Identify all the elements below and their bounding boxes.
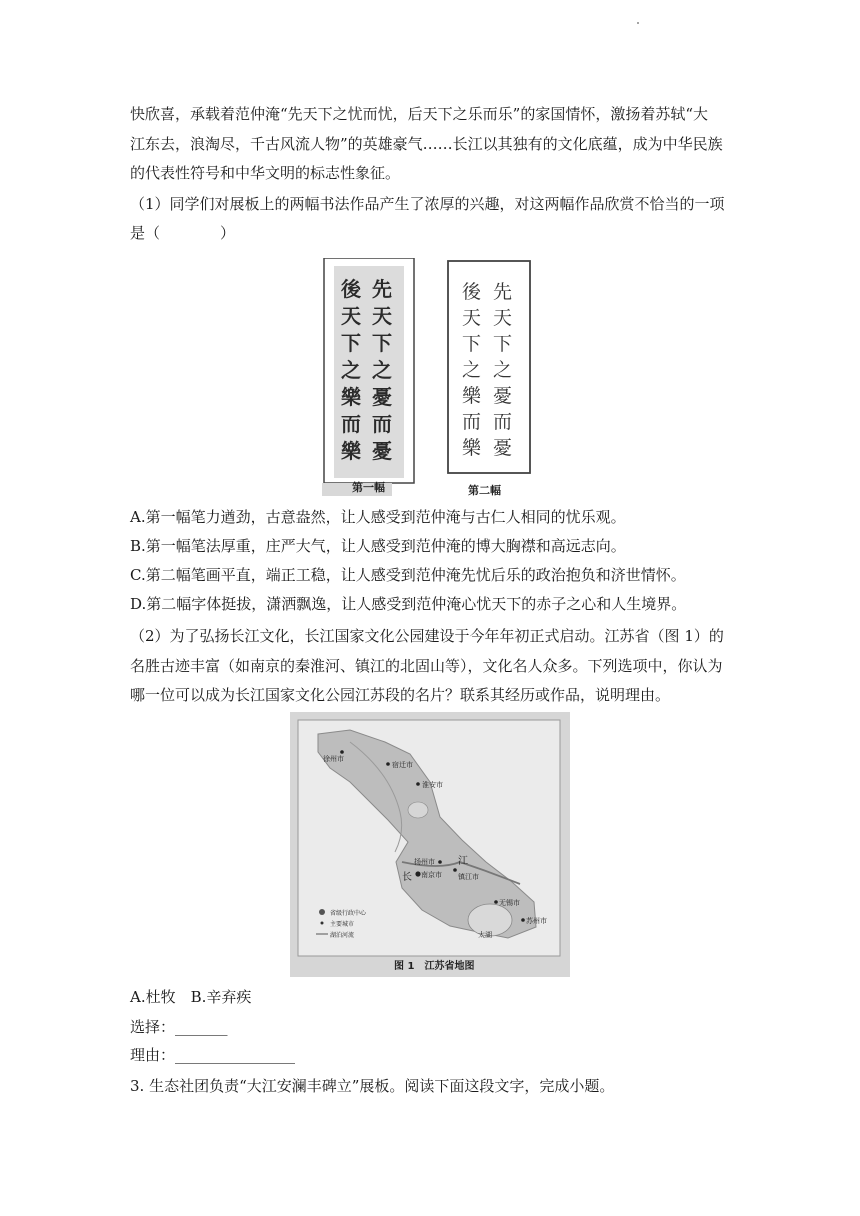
label-jiang: 江 xyxy=(458,856,468,867)
paragraph-line-1: 快欣喜，承载着范仲淹“先天下之忧而忧，后天下之乐而乐”的家国情怀，激扬着苏轼“大 xyxy=(130,105,709,123)
question-2-stem-3: 哪一位可以成为长江国家文化公园江苏段的名片？联系其经历或作品，说明理由。 xyxy=(130,686,671,704)
second-work-char: 後 xyxy=(462,281,482,303)
paragraph-line-3: 的代表性符号和中华文明的标志性象征。 xyxy=(130,164,401,182)
first-work-char: 之 xyxy=(341,358,361,382)
reason-label: 理由： xyxy=(130,1046,176,1064)
first-work-char: 樂 xyxy=(341,385,361,409)
second-work-char: 下 xyxy=(493,333,513,355)
choice-blank[interactable]: _______ xyxy=(175,1018,228,1036)
first-work-char: 天 xyxy=(372,304,392,328)
question-3-stem: 3. 生态社团负责“大江安澜丰碑立”展板。阅读下面这段文字，完成小题。 xyxy=(130,1077,615,1095)
city-suzhou: 苏州市 xyxy=(526,917,547,925)
answer-options: A.杜牧 B.辛弃疾 xyxy=(130,988,252,1006)
calligraphy-figure xyxy=(322,258,536,496)
question-1-stem-end: 是（ ） xyxy=(130,224,236,242)
paragraph-line-2: 江东去，浪淘尽，千古风流人物”的英雄豪气……长江以其独有的文化底蕴，成为中华民族 xyxy=(130,135,723,153)
city-wuxi: 无锡市 xyxy=(499,899,520,907)
legend-lakes-rivers: 湖泊河流 xyxy=(330,932,355,939)
second-work-char: 之 xyxy=(462,359,482,381)
option-d: D.第二幅字体挺拔，潇洒飘逸，让人感受到范仲淹心忧天下的赤子之心和人生境界。 xyxy=(130,595,687,613)
label-second-work: 第二幅 xyxy=(468,484,501,496)
city-nanjing: 南京市 xyxy=(421,871,442,879)
city-suqian: 宿迁市 xyxy=(392,761,413,769)
legend-provincial-capital: 省级行政中心 xyxy=(330,910,367,917)
second-work-char: 之 xyxy=(493,359,513,381)
city-huaian: 淮安市 xyxy=(422,781,443,789)
second-work-char: 樂 xyxy=(462,385,482,407)
choice-label: 选择： xyxy=(130,1018,176,1036)
second-work-char: 而 xyxy=(493,411,513,433)
option-c: C.第二幅笔画平直，端正工稳，让人感受到范仲淹先忧后乐的政治抱负和济世情怀。 xyxy=(130,566,686,584)
legend-major-city: 主要城市 xyxy=(330,921,355,928)
first-work-char: 樂 xyxy=(341,439,361,463)
map-caption: 图 1 江苏省地图 xyxy=(394,961,475,972)
first-work-char: 憂 xyxy=(372,439,392,463)
label-first-work: 第一幅 xyxy=(352,481,385,494)
first-work-char: 之 xyxy=(372,358,392,382)
hongze-lake-shape xyxy=(408,802,428,818)
first-work-char: 下 xyxy=(372,331,392,355)
first-work-char: 先 xyxy=(372,277,392,301)
page-dot xyxy=(637,22,639,24)
second-work-column-right xyxy=(493,281,512,459)
second-work-char: 憂 xyxy=(493,437,513,459)
second-work-char: 天 xyxy=(493,307,513,329)
first-work-char: 下 xyxy=(341,331,361,355)
second-work-char: 天 xyxy=(462,307,482,329)
first-work-column-right xyxy=(372,277,392,463)
second-work-char: 下 xyxy=(462,333,482,355)
second-work-frame xyxy=(448,261,530,473)
choice-row xyxy=(130,1017,228,1037)
jiangsu-map-figure xyxy=(290,712,570,977)
second-work-char: 憂 xyxy=(493,385,513,407)
city-xuzhou: 徐州市 xyxy=(323,755,344,763)
first-work-char: 而 xyxy=(372,412,392,436)
first-work-column-left xyxy=(341,277,362,463)
option-a: A.第一幅笔力遒劲，古意盎然，让人感受到范仲淹与古仁人相同的忧乐观。 xyxy=(130,508,626,526)
option-b: B.第一幅笔法厚重，庄严大气，让人感受到范仲淹的博大胸襟和高远志向。 xyxy=(130,537,626,555)
reason-row xyxy=(130,1045,295,1065)
city-zhenjiang: 镇江市 xyxy=(458,873,479,881)
second-work-column-left xyxy=(462,281,482,459)
label-taihu: 太湖 xyxy=(478,931,492,939)
question-2-stem-1: （2）为了弘扬长江文化，长江国家文化公园建设于今年年初正式启动。江苏省（图 1）的 xyxy=(130,627,724,645)
second-work-char: 而 xyxy=(462,411,482,433)
first-work-char: 天 xyxy=(341,304,361,328)
city-yangzhou: 扬州市 xyxy=(414,858,435,866)
question-1-stem: （1）同学们对展板上的两幅书法作品产生了浓厚的兴趣，对这两幅作品欣赏不恰当的一项 xyxy=(130,195,725,213)
first-work-char: 後 xyxy=(341,277,361,301)
second-work-char: 樂 xyxy=(462,437,482,459)
second-work-char: 先 xyxy=(493,281,513,303)
first-work-char: 憂 xyxy=(372,385,392,409)
question-2-stem-2: 名胜古迹丰富（如南京的秦淮河、镇江的北固山等），文化名人众多。下列选项中，你认为 xyxy=(130,657,723,675)
label-chang: 长 xyxy=(402,872,412,883)
first-work-char: 而 xyxy=(341,412,361,436)
reason-blank[interactable]: ________________ xyxy=(175,1046,296,1064)
